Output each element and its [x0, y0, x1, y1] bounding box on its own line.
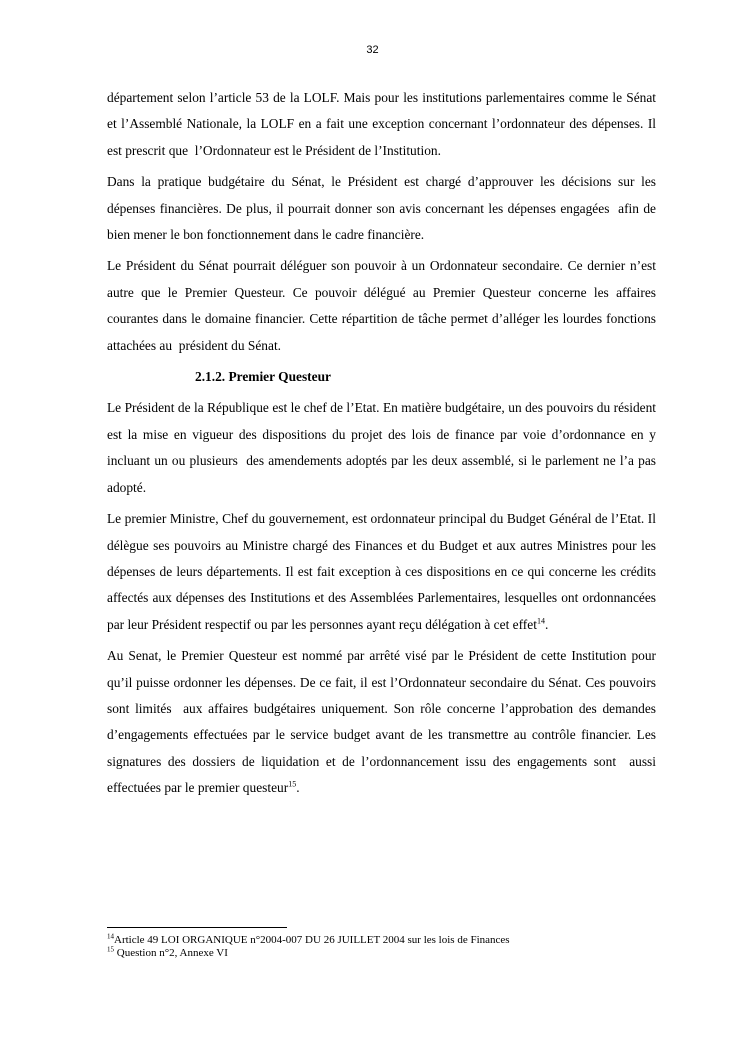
footnote-14 — [107, 934, 656, 947]
footnote-text: Article 49 LOI ORGANIQUE n°2004-007 DU 26 JUILLET 2004 sur les lois de Finances — [114, 934, 510, 946]
paragraph-premier-ministre — [107, 506, 660, 638]
page-number: 32 — [366, 44, 379, 56]
footnote-ref-15[interactable]: 15 — [288, 779, 297, 789]
section-heading: 2.1.2. Premier Questeur — [195, 369, 331, 385]
paragraph-premier-questeur — [107, 643, 660, 801]
paragraph-senate-president-role: Dans la pratique budgétaire du Sénat, le Président est chargé d’approuver les décisions sur les dépenses financières. De plus, il pourrait donner son avis concernant les dépenses engagées afin de bien mener le bon fonctionnement dans le cadre financière. — [107, 174, 660, 243]
footnote-separator — [107, 927, 287, 928]
body-text — [107, 85, 663, 807]
paragraph-text: Au Senat, le Premier Questeur est nommé par arrêté visé par le Président de cette Institution pour qu’il puisse ordonner les dépenses. De ce fait, il est l’Ordonnateur secondaire du Sénat. Ces pouvoirs sont limités aux affaires budgétaires uniquement. Son rôle concerne l’approbation des demandes d’engagements effectuées par le service budget avant de les transmettre au contrôle financier. Les signatures des dossiers de liquidation et de l’ordonnancement issu des engagements sont aussi effectuées par le premier questeur — [107, 648, 660, 796]
footnote-ref-14[interactable]: 14 — [536, 616, 545, 626]
paragraph-text: Le premier Ministre, Chef du gouvernement, est ordonnateur principal du Budget Général de l’Etat. Il délègue ses pouvoirs au Ministre chargé des Finances et du Budget et aux autres Ministres pour les dépenses de leurs départements. Il est fait exception à ces dispositions en ce qui concerne les crédits affectés aux dépenses des Institutions et des Assemblées Parlementaires, lesquelles ont ordonnancées par leur Président respectif ou par les personnes ayant reçu délégation à cet effet — [107, 511, 660, 632]
paragraph-ordonnateur-exception: département selon l’article 53 de la LOLF. Mais pour les institutions parlementaires comme le Sénat et l’Assemblé Nationale, la LOLF en a fait une exception concernant l’ordonnateur des dépenses. Il est prescrit que l’Ordonnateur est le Président de l’Institution. — [107, 90, 660, 158]
paragraph-president-republic: Le Président de la République est le chef de l’Etat. En matière budgétaire, un des pouvoirs du résident est la mise en vigueur des dispositions du projet des lois de finance par voie d’ordonnance en y incluant un ou plusieurs des amendements adoptés par les deux assemblé, si le parlement ne l’a pas adopté. — [107, 400, 660, 495]
footnotes — [107, 934, 656, 960]
footnote-mark: 15 — [107, 945, 114, 954]
footnote-15 — [107, 947, 656, 960]
footnote-mark: 14 — [107, 932, 114, 941]
paragraph-tail: . — [544, 616, 549, 632]
footnote-text: Question n°2, Annexe VI — [114, 947, 228, 959]
paragraph-delegation: Le Président du Sénat pourrait déléguer son pouvoir à un Ordonnateur secondaire. Ce dernier n’est autre que le Premier Questeur. Ce pouvoir délégué au Premier Questeur concerne les affaires courantes dans le domaine financier. Cette répartition de tâche permet d’alléger les lourdes fonctions attachées au président du Sénat. — [107, 258, 663, 353]
paragraph-tail: . — [296, 780, 300, 796]
